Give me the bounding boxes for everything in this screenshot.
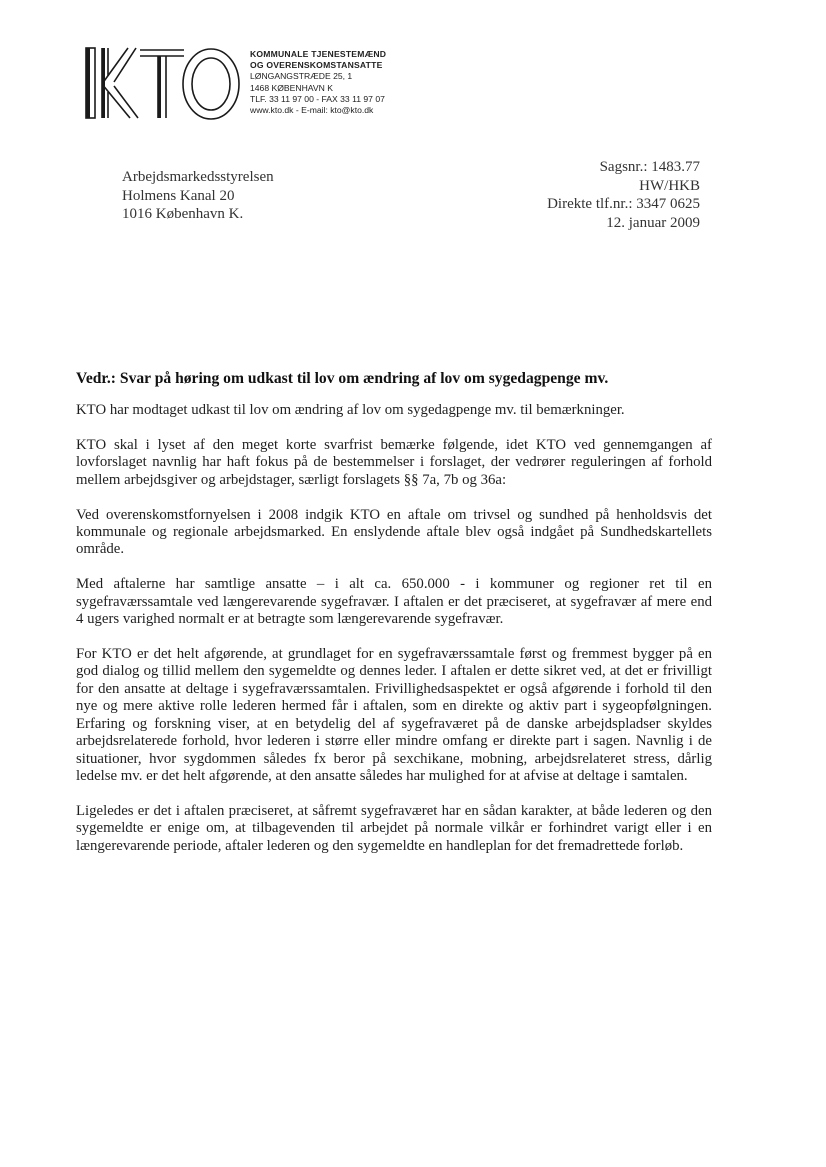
org-street: LØNGANGSTRÆDE 25, 1 bbox=[250, 71, 353, 82]
org-name-line1: KOMMUNALE TJENESTEMÆND bbox=[250, 49, 387, 59]
org-name-line2: OG OVERENSKOMSTANSATTE bbox=[250, 60, 383, 71]
recipient-city: 1016 København K. bbox=[122, 206, 244, 222]
paragraph: Ligeledes er det i aftalen præciseret, at såfremt sygefraværet har en sådan karakter, at både lederen og den sygemeldte er enige om, at tilbagevenden til arbejdet på normale vilkår er forhindret varigt eller i en længerevarende periode, aftaler lederen og den sygemeldte en handleplan for det fremadrettede forløb. bbox=[76, 802, 712, 854]
initials: HW/HKB bbox=[639, 177, 700, 194]
recipient-address bbox=[122, 168, 274, 224]
paragraph: KTO skal i lyset af den meget korte svarfrist bemærke følgende, idet KTO ved gennemgangen af lovforslaget navnlig har haft fokus på de bestemmelser i forslaget, der vedrører reguleringen af forhold mellem arbejdsgiver og arbejdstager, særligt forslagets §§ 7a, 7b og 36a: bbox=[76, 436, 712, 488]
paragraph: For KTO er det helt afgørende, at grundlaget for en sygefraværssamtale først og fremmest bygger på en god dialog og tillid mellem den sygemeldte og dennes leder. I aftalen er dette sikret ved, at det er frivilligt for den ansatte at deltage i sygefraværssamtalen. Frivillighedsaspektet er også afgørende i forhold til den nye og mere aktive rolle lederen hermed får i aftalen, som en direkte og aktiv part i sygeopfølgningen. Erfaring og forskning viser, at en betydelig del af sygefraværet på de danske arbejdspladser skyldes arbejdsrelaterede forhold, hvor lederen i større eller mindre omfang er direkte part i sagen. Navnlig i de situationer, hvor sygdommen således fx beror på sexchikane, mobning, arbejdsrelateret stress, dårlig ledelse mv. er det helt afgørende, at den ansatte således har mulighed for at afvise at deltage i samtalen. bbox=[76, 646, 712, 784]
letterhead-address bbox=[250, 49, 386, 116]
kto-logo bbox=[84, 42, 244, 122]
direct-phone: Direkte tlf.nr.: 3347 0625 bbox=[547, 196, 700, 212]
letter-meta bbox=[547, 158, 700, 232]
org-web: www.kto.dk - E-mail: kto@kto.dk bbox=[250, 105, 374, 116]
org-phone: TLF. 33 11 97 00 - FAX 33 11 97 07 bbox=[250, 93, 385, 104]
letter-date: 12. januar 2009 bbox=[606, 214, 700, 231]
paragraph: KTO har modtaget udkast til lov om ændring af lov om sygedagpenge mv. til bemærkninger. bbox=[76, 402, 625, 418]
org-city: 1468 KØBENHAVN K bbox=[250, 82, 333, 93]
letter-body bbox=[76, 402, 712, 873]
case-number: Sagsnr.: 1483.77 bbox=[599, 159, 700, 175]
paragraph: Med aftalerne har samtlige ansatte – i alt ca. 650.000 - i kommuner og regioner ret til en sygefraværssamtale ved længerevarende sygefravær. I aftalen er det præciseret, at sygefravær af mere end 4 ugers varighed normalt er at betragte som længerevarende sygefravær. bbox=[76, 576, 712, 628]
subject-line: Vedr.: Svar på høring om udkast til lov om ændring af lov om sygedagpenge mv. bbox=[76, 370, 609, 387]
recipient-street: Holmens Kanal 20 bbox=[122, 187, 235, 204]
recipient-name: Arbejdsmarkedsstyrelsen bbox=[122, 169, 274, 185]
paragraph: Ved overenskomstfornyelsen i 2008 indgik KTO en aftale om trivsel og sundhed på henholdsvis det kommunale og regionale arbejdsmarked. En enslydende aftale blev også indgået på Sundhedskartellets område. bbox=[76, 506, 712, 558]
